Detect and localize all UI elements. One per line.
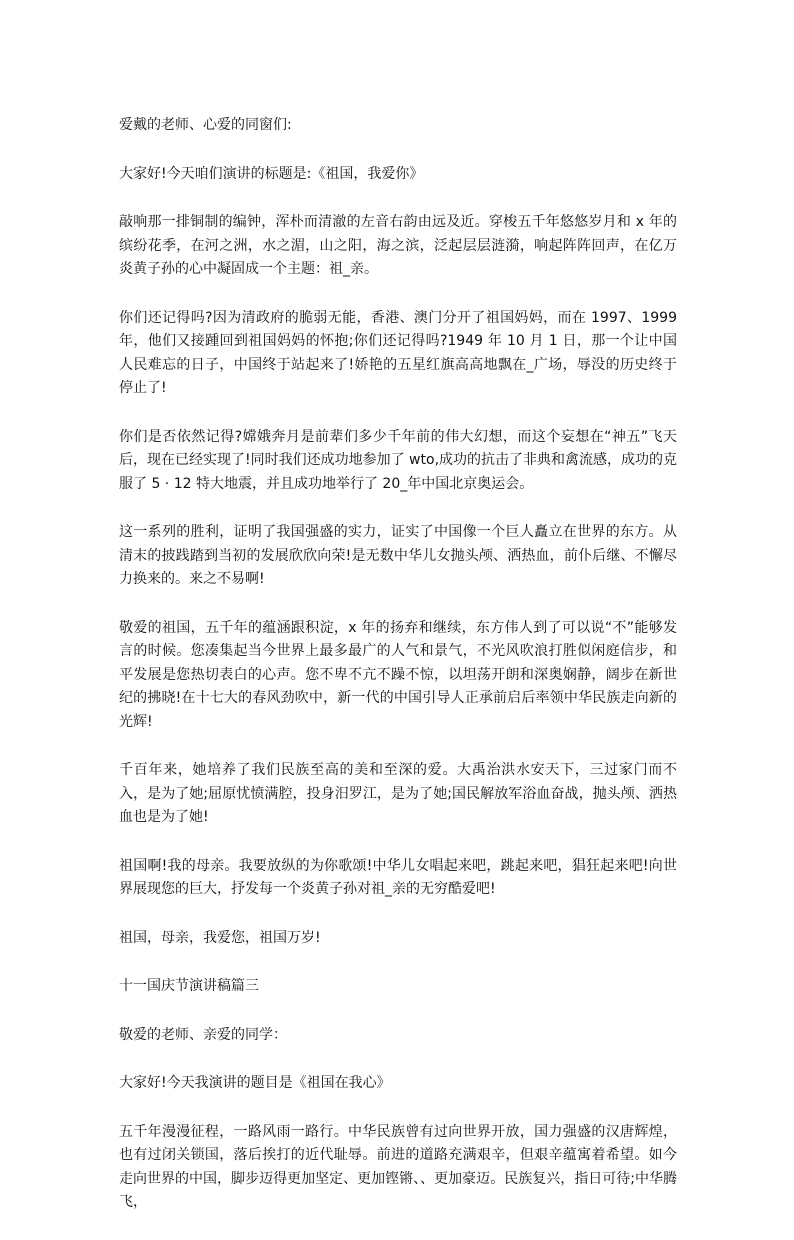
- salutation: 敬爱的老师、亲爱的同学：: [119, 1026, 287, 1043]
- body-paragraph: 这一系列的胜利，证明了我国强盛的实力，证实了中国像一个巨人矗立在世界的东方。从清末的披践踏到当初的发展欣欣向荣!是无数中华儿女抛头颅、洒热血，前仆后继、不懈尽力换来的。来之不易啊!: [119, 524, 677, 587]
- body-paragraph: 你们还记得吗?因为清政府的脆弱无能，香港、澳门分开了祖国妈妈，而在 1997、1999 年，他们又接踵回到祖国妈妈的怀抱;你们还记得吗?1949 年 10 月 1 日，那一个让中国人民难忘的日子，中国终于站起来了!娇艳的五星红旗高高地飘在_广场，辱没的历史终于停止了!: [119, 309, 677, 396]
- salutation: 爱戴的老师、心爱的同窗们:: [119, 117, 292, 133]
- section-heading: 十一国庆节演讲稿篇三: [119, 978, 259, 994]
- body-paragraph: 千百年来，她培养了我们民族至高的美和至深的爱。大禹治洪水安天下，三过家门而不入，是为了她;屈原忧愤满腔，投身汨罗江，是为了她;国民解放军浴血奋战，抛头颅、洒热血也是为了她!: [119, 762, 677, 825]
- document-body: [119, 114, 677, 1240]
- body-paragraph: 祖国啊!我的母亲。我要放纵的为你歌颂!中华儿女唱起来吧，跳起来吧，猖狂起来吧!向世界展现您的巨大，抒发每一个炎黄子孙对祖_亲的无穷酷爱吧!: [119, 857, 677, 897]
- speech-title-line: 大家好!今天咱们演讲的标题是:《祖国，我爱你》: [119, 165, 424, 182]
- speech-title-line: 大家好!今天我演讲的题目是《祖国在我心》: [119, 1075, 391, 1091]
- body-paragraph: 你们是否依然记得?嫦娥奔月是前辈们多少千年前的伟大幻想，而这个妄想在“神五”飞天后，现在已经实现了!同时我们还成功地参加了 wto,成功的抗击了非典和禽流感，成功的克服了 5 · 12 特大地震，并且成功地举行了 20_年中国北京奥运会。: [119, 428, 678, 492]
- closing-line: 祖国，母亲，我爱您，祖国万岁!: [119, 929, 321, 946]
- body-paragraph: 敬爱的祖国，五千年的蕴涵跟积淀，x 年的扬弃和继续，东方伟人到了可以说“不”能够发言的时候。您凑集起当今世界上最多最广的人气和景气，不光风吹浪打胜似闲庭信步，和平发展是您热切表白的心声。您不卑不亢不躁不惊，以坦荡开朗和深奥娴静，阔步在新世纪的拂晓!在十七大的春风劲吹中，新一代的中国引导人正承前启后率领中华民族走向新的光辉!: [119, 619, 677, 730]
- body-paragraph: 五千年漫漫征程，一路风雨一路行。中华民族曾有过向世界开放，国力强盛的汉唐辉煌，也有过闭关锁国，落后挨打的近代耻辱。前进的道路充满艰辛，但艰辛蕴寓着希望。如今走向世界的中国，脚步迈得更加坚定、更加铿锵、、更加豪迈。民族复兴，指日可待;中华腾飞，: [119, 1123, 677, 1210]
- body-paragraph: 敲响那一排铜制的编钟，浑朴而清澈的左音右韵由远及近。穿梭五千年悠悠岁月和 x 年的缤纷花季，在河之洲，水之湄，山之阳，海之滨，泛起层层涟漪，响起阵阵回声，在亿万炎黄子孙的心中凝固成一个主题：祖_亲。: [119, 214, 677, 277]
